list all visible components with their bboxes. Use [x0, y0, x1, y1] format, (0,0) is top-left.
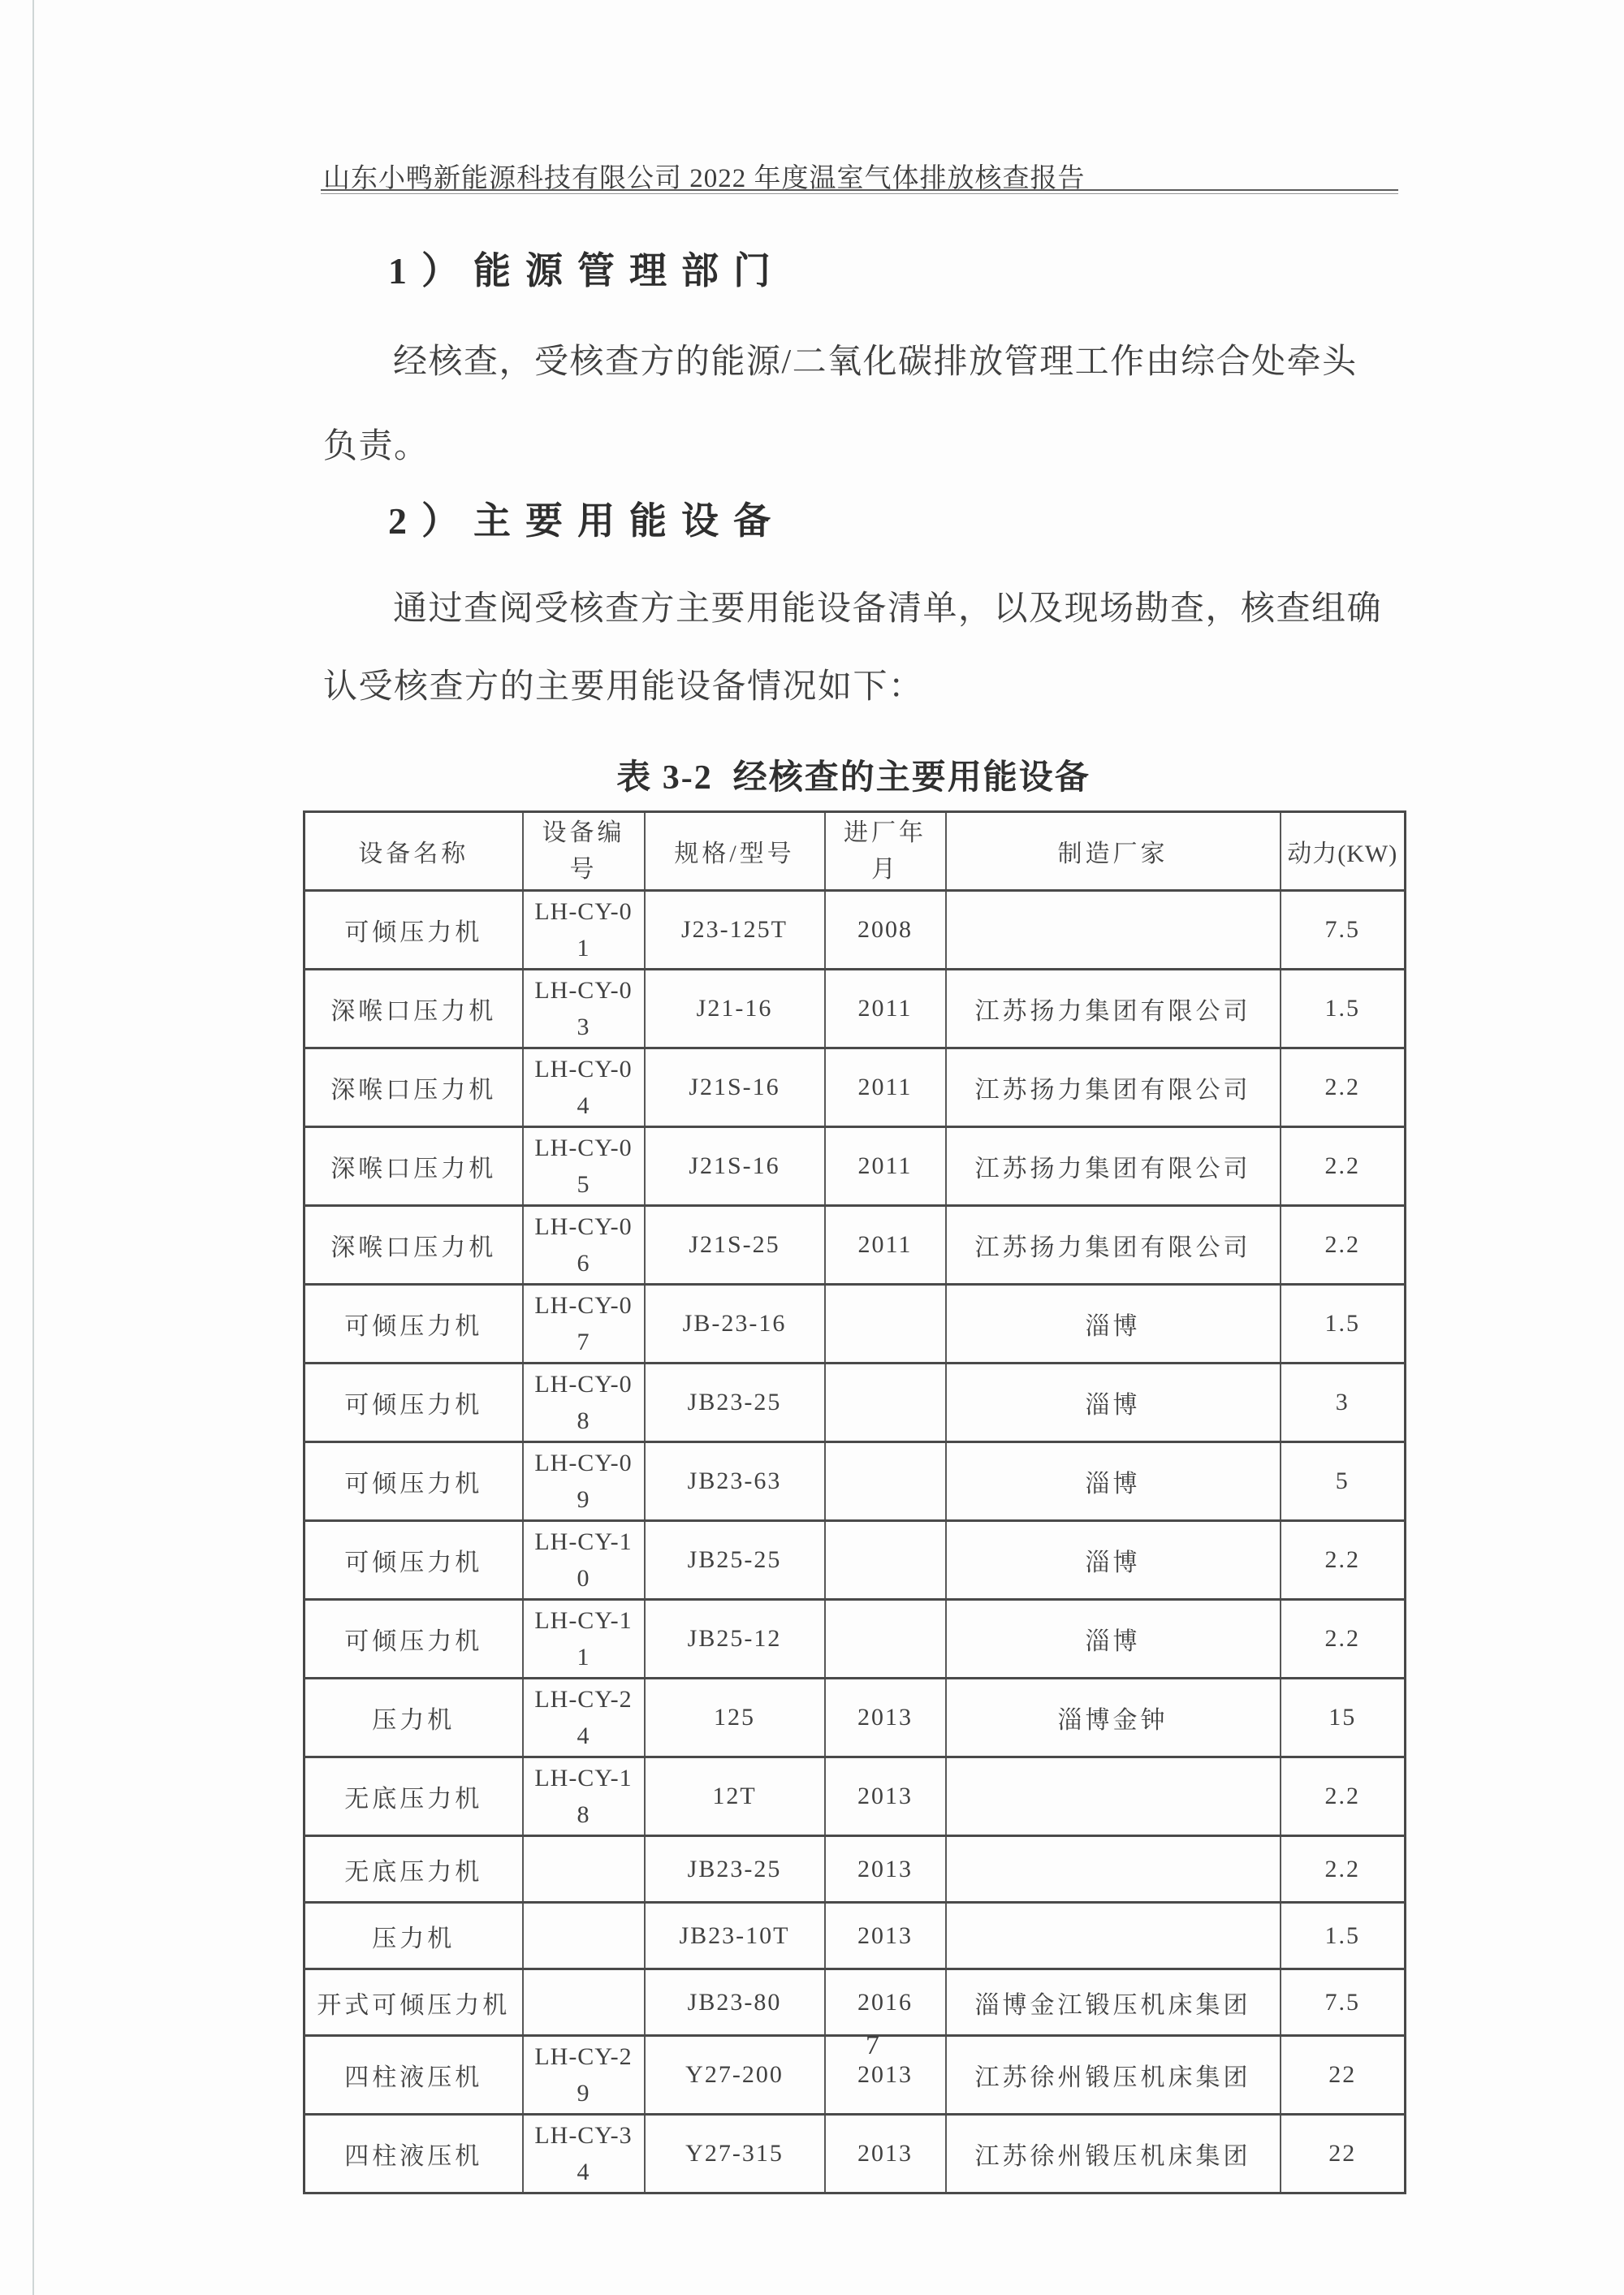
- header-rule: [321, 189, 1398, 194]
- device-code-text: LH-CY-03: [534, 977, 633, 1040]
- cell-year: 2013: [825, 1836, 946, 1903]
- cell-power: 2.2: [1281, 1757, 1406, 1836]
- cell-manufacturer: 淄博金江锻压机床集团: [946, 1969, 1281, 2036]
- cell-code: [523, 1521, 645, 1600]
- cell-year: 2011: [825, 1127, 946, 1206]
- paragraph-line: 经核查，受核查方的能源/二氧化碳排放管理工作由综合处牵头: [393, 344, 1358, 381]
- cell-code: [523, 1600, 645, 1679]
- device-code-text: LH-CY-07: [534, 1292, 633, 1355]
- cell-power: 1.5: [1281, 970, 1406, 1048]
- cell-manufacturer: 江苏扬力集团有限公司: [946, 1206, 1281, 1285]
- cell-power: 3: [1281, 1364, 1406, 1442]
- cell-model: 12T: [645, 1757, 825, 1836]
- cell-manufacturer: 淄博金钟: [946, 1679, 1281, 1757]
- paragraph-line: 认受核查方的主要用能设备情况如下：: [323, 668, 924, 706]
- section-heading-main-equipment: 2）主要用能设备: [388, 500, 785, 542]
- cell-name: 无底压力机: [304, 1757, 523, 1836]
- cell-manufacturer: [946, 1836, 1281, 1903]
- table-row: [304, 1442, 1406, 1521]
- section-heading-energy-dept: 1）能源管理部门: [388, 250, 785, 292]
- cell-year: 2013: [825, 2115, 946, 2193]
- cell-year: 2013: [825, 2036, 946, 2115]
- cell-power: 2.2: [1281, 1206, 1406, 1285]
- equipment-table: [303, 810, 1406, 2194]
- table-header-row: [304, 812, 1406, 891]
- cell-manufacturer: 江苏扬力集团有限公司: [946, 1127, 1281, 1206]
- table-row: [304, 1969, 1406, 2036]
- cell-manufacturer: [946, 1757, 1281, 1836]
- cell-power: 7.5: [1281, 1969, 1406, 2036]
- cell-year: 2013: [825, 1679, 946, 1757]
- cell-code: [523, 1679, 645, 1757]
- cell-code: [523, 1836, 645, 1903]
- cell-code: [523, 1442, 645, 1521]
- cell-power: 2.2: [1281, 1048, 1406, 1127]
- cell-code: [523, 1127, 645, 1206]
- cell-manufacturer: 淄博: [946, 1285, 1281, 1364]
- table-title: 表 3-2 经核查的主要用能设备: [616, 759, 1091, 797]
- cell-year: [825, 1285, 946, 1364]
- cell-manufacturer: 淄博: [946, 1442, 1281, 1521]
- cell-code: [523, 1285, 645, 1364]
- device-code-text: LH-CY-01: [534, 898, 633, 962]
- cell-year: 2011: [825, 1048, 946, 1127]
- cell-name: 可倾压力机: [304, 1442, 523, 1521]
- cell-year: 2011: [825, 970, 946, 1048]
- cell-model: J21S-16: [645, 1127, 825, 1206]
- column-header-manufacturer: 制造厂家: [946, 812, 1281, 891]
- cell-power: 7.5: [1281, 891, 1406, 970]
- device-code-text: LH-CY-04: [534, 1056, 633, 1119]
- cell-name: 深喉口压力机: [304, 970, 523, 1048]
- cell-power: 2.2: [1281, 1521, 1406, 1600]
- cell-code: [523, 2115, 645, 2193]
- cell-power: 2.2: [1281, 1600, 1406, 1679]
- cell-name: 深喉口压力机: [304, 1206, 523, 1285]
- cell-code: [523, 1048, 645, 1127]
- column-header-device-name: 设备名称: [304, 812, 523, 891]
- page-number: 7: [866, 2030, 879, 2060]
- cell-code: [523, 1206, 645, 1285]
- cell-model: JB23-80: [645, 1969, 825, 2036]
- cell-model: JB23-10T: [645, 1903, 825, 1969]
- table-row: [304, 1600, 1406, 1679]
- table-row: [304, 1364, 1406, 1442]
- cell-model: J23-125T: [645, 891, 825, 970]
- cell-model: Y27-200: [645, 2036, 825, 2115]
- table-row: [304, 1757, 1406, 1836]
- cell-model: JB23-63: [645, 1442, 825, 1521]
- cell-power: 2.2: [1281, 1836, 1406, 1903]
- device-code-text: LH-CY-11: [534, 1607, 633, 1670]
- cell-name: 可倾压力机: [304, 1600, 523, 1679]
- cell-code: [523, 2036, 645, 2115]
- device-code-text: LH-CY-24: [534, 1686, 633, 1749]
- table-row: [304, 2115, 1406, 2193]
- column-header-device-code: 设备编号: [523, 812, 645, 891]
- cell-code: [523, 1903, 645, 1969]
- cell-model: JB25-25: [645, 1521, 825, 1600]
- device-code-text: LH-CY-09: [534, 1450, 633, 1513]
- cell-power: 22: [1281, 2036, 1406, 2115]
- cell-model: J21-16: [645, 970, 825, 1048]
- cell-model: J21S-25: [645, 1206, 825, 1285]
- device-code-text: LH-CY-18: [534, 1765, 633, 1828]
- cell-manufacturer: [946, 1903, 1281, 1969]
- scan-edge-line: [32, 0, 34, 2295]
- cell-name: 可倾压力机: [304, 1364, 523, 1442]
- table-row: [304, 970, 1406, 1048]
- table-row: [304, 1285, 1406, 1364]
- cell-model: JB-23-16: [645, 1285, 825, 1364]
- cell-name: 压力机: [304, 1679, 523, 1757]
- table-row: [304, 1206, 1406, 1285]
- cell-manufacturer: 江苏扬力集团有限公司: [946, 970, 1281, 1048]
- cell-manufacturer: [946, 891, 1281, 970]
- cell-manufacturer: 淄博: [946, 1521, 1281, 1600]
- cell-model: JB23-25: [645, 1364, 825, 1442]
- device-code-text: LH-CY-06: [534, 1213, 633, 1277]
- paragraph-line: 通过查阅受核查方主要用能设备清单，以及现场勘查，核查组确: [393, 590, 1383, 628]
- cell-model: J21S-16: [645, 1048, 825, 1127]
- cell-power: 2.2: [1281, 1127, 1406, 1206]
- cell-year: 2011: [825, 1206, 946, 1285]
- cell-model: Y27-315: [645, 2115, 825, 2193]
- cell-code: [523, 1757, 645, 1836]
- cell-code: [523, 1364, 645, 1442]
- cell-power: 5: [1281, 1442, 1406, 1521]
- cell-model: JB23-25: [645, 1836, 825, 1903]
- cell-manufacturer: 江苏徐州锻压机床集团: [946, 2115, 1281, 2193]
- cell-manufacturer: 淄博: [946, 1364, 1281, 1442]
- device-code-text: LH-CY-10: [534, 1528, 633, 1592]
- cell-manufacturer: 江苏扬力集团有限公司: [946, 1048, 1281, 1127]
- cell-year: 2013: [825, 1757, 946, 1836]
- cell-name: 可倾压力机: [304, 1521, 523, 1600]
- cell-year: [825, 1364, 946, 1442]
- table-row: [304, 1127, 1406, 1206]
- cell-manufacturer: 淄博: [946, 1600, 1281, 1679]
- cell-name: 开式可倾压力机: [304, 1969, 523, 2036]
- cell-power: 1.5: [1281, 1903, 1406, 1969]
- device-code-text: LH-CY-34: [534, 2122, 633, 2185]
- table-row: [304, 1679, 1406, 1757]
- table-row: [304, 891, 1406, 970]
- cell-code: [523, 891, 645, 970]
- column-header-model: 规格/型号: [645, 812, 825, 891]
- cell-code: [523, 970, 645, 1048]
- column-header-year: 进厂年月: [825, 812, 946, 891]
- cell-manufacturer: 江苏徐州锻压机床集团: [946, 2036, 1281, 2115]
- table-row: [304, 1048, 1406, 1127]
- cell-power: 1.5: [1281, 1285, 1406, 1364]
- page-header-title: 山东小鸭新能源科技有限公司 2022 年度温室气体排放核查报告: [323, 164, 1086, 193]
- table-row: [304, 1836, 1406, 1903]
- cell-name: 深喉口压力机: [304, 1048, 523, 1127]
- cell-year: 2008: [825, 891, 946, 970]
- cell-code: [523, 1969, 645, 2036]
- cell-model: 125: [645, 1679, 825, 1757]
- device-code-text: LH-CY-08: [534, 1371, 633, 1434]
- cell-power: 15: [1281, 1679, 1406, 1757]
- table-row: [304, 1903, 1406, 1969]
- cell-name: 可倾压力机: [304, 1285, 523, 1364]
- cell-year: 2013: [825, 1903, 946, 1969]
- cell-name: 四柱液压机: [304, 2036, 523, 2115]
- cell-name: 压力机: [304, 1903, 523, 1969]
- table-row: [304, 1521, 1406, 1600]
- cell-name: 可倾压力机: [304, 891, 523, 970]
- cell-year: [825, 1600, 946, 1679]
- device-code-text: LH-CY-29: [534, 2043, 633, 2107]
- cell-name: 无底压力机: [304, 1836, 523, 1903]
- cell-name: 深喉口压力机: [304, 1127, 523, 1206]
- cell-year: [825, 1521, 946, 1600]
- paragraph-line: 负责。: [323, 428, 430, 465]
- column-header-power: 动力(KW): [1281, 812, 1406, 891]
- cell-year: [825, 1442, 946, 1521]
- device-code-text: LH-CY-05: [534, 1135, 633, 1198]
- cell-name: 四柱液压机: [304, 2115, 523, 2193]
- table-row: [304, 2036, 1406, 2115]
- cell-year: 2016: [825, 1969, 946, 2036]
- cell-power: 22: [1281, 2115, 1406, 2193]
- cell-model: JB25-12: [645, 1600, 825, 1679]
